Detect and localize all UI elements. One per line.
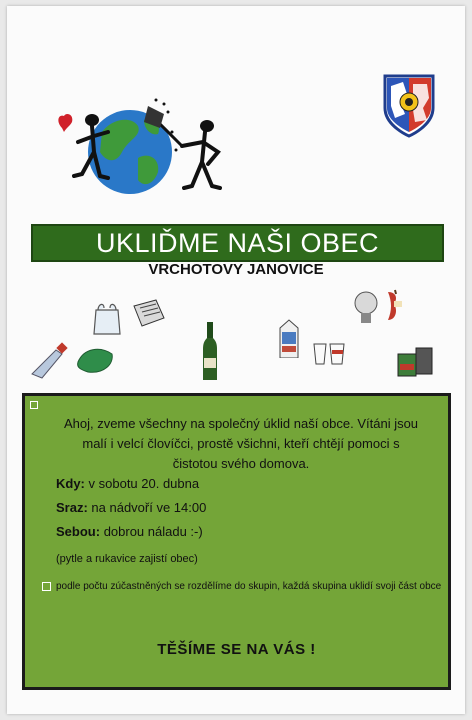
light-bulb-icon (352, 290, 380, 326)
bring-line (56, 524, 203, 539)
meeting-label: Sraz: (56, 500, 88, 515)
when-label: Kdy: (56, 476, 85, 491)
when-line (56, 476, 199, 491)
title-banner (31, 224, 444, 262)
tin-cans-icon (396, 340, 436, 380)
bullet-checkbox-icon (42, 582, 51, 591)
village-name: VRCHOTOVY JANOVICE (148, 261, 324, 278)
closing-text: TĚŠÍME SE NA VÁS ! (157, 641, 316, 658)
supplies-note: (pytle a rukavice zajistí obec) (56, 553, 198, 565)
coat-of-arms-icon (383, 74, 435, 138)
plastic-bottle-icon (28, 340, 70, 380)
corner-checkbox-icon (30, 401, 38, 409)
info-panel (22, 393, 451, 690)
meeting-line (56, 500, 206, 515)
milk-carton-icon (276, 318, 302, 358)
when-value: v sobotu 20. dubna (88, 476, 200, 491)
groups-line (42, 581, 441, 592)
newspaper-icon (132, 298, 166, 328)
bring-label: Sebou: (56, 524, 101, 539)
plastic-bag-icon (92, 300, 122, 336)
bring-value: dobrou náladu :-) (103, 524, 203, 539)
apple-core-icon (382, 288, 408, 324)
paper-cups-icon (312, 340, 348, 368)
meeting-value: na nádvoří ve 14:00 (91, 500, 207, 515)
invitation-text: Ahoj, zveme všechny na společný úklid naší obce. Vítáni jsou malí i velcí človíčci, prostě všichni, kteří chtějí pomoci s čistotou svého domova. (63, 416, 419, 471)
earth-cleaning-illustration (52, 92, 242, 216)
groups-text: podle počtu zúčastněných se rozdělíme do skupin, každá skupina uklidí svoji část obce (56, 581, 442, 592)
bottle-icon (201, 322, 219, 380)
page-title: UKLIĎME NAŠI OBEC (95, 227, 380, 258)
heart-icon (58, 114, 72, 132)
green-rag-icon (74, 342, 116, 376)
